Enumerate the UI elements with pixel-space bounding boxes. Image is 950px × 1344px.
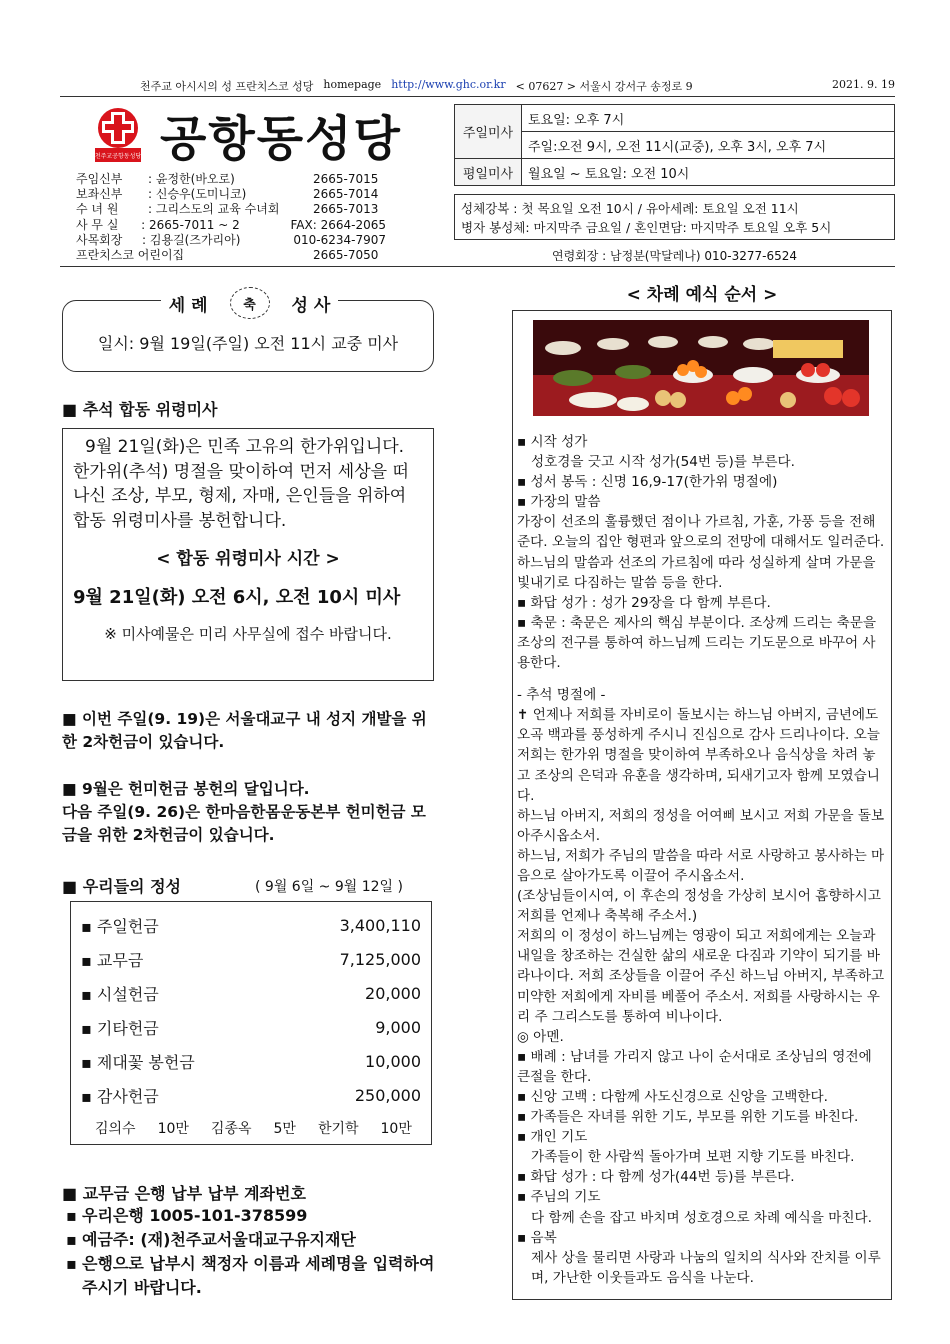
ritual-line: ▪ 화답 성가 : 성가 29장을 다 함께 부른다.: [517, 594, 771, 611]
staff-row: 사 무 실 : 2665-7011 ~ 2 FAX: 2664-2065: [76, 217, 386, 232]
staff-list: [76, 172, 386, 263]
staff-row: 주임신부 : 윤정한(바오로) 2665-7015: [76, 172, 379, 186]
offering-box: [70, 901, 432, 1145]
homepage-label: homepage: [323, 78, 382, 91]
parish-title: 공항동성당: [160, 111, 402, 167]
bank-list: [64, 1204, 436, 1300]
ritual-line: ▪ 신앙 고백 : 다함께 사도신경으로 신앙을 고백한다.: [517, 1089, 828, 1105]
ritual-line: 제사 상을 물리면 사랑과 나눔의 일치의 식사와 잔치를 이루며, 가난한 이웃들과도 음식을 나눈다.: [531, 1249, 881, 1286]
notice-line: ■ 9월은 헌미헌금 봉헌의 달입니다.: [62, 780, 310, 798]
offering-row: ▪ 주일헌금 3,400,110: [81, 915, 421, 936]
sacraments-box: [454, 194, 895, 240]
ritual-line: ▪ 주님의 기도: [517, 1189, 601, 1206]
homepage-link[interactable]: http://www.ghc.or.kr: [391, 78, 506, 91]
memorial-note: ※ 미사예물은 미리 사무실에 접수 바랍니다.: [104, 625, 392, 643]
ritual-line: ▪ 시작 성가: [517, 434, 588, 450]
memorial-box: [62, 428, 434, 681]
ancestral-table-image: [533, 320, 869, 416]
ritual-line: 하느님 아버지, 저희의 정성을 어여삐 보시고 저희 가문을 돌보아주시옵소서.: [517, 807, 885, 844]
ritual-line: ▪ 개인 기도: [517, 1129, 588, 1146]
ritual-heading: < 차례 예식 순서 >: [626, 285, 778, 305]
bank-account: ▪ 우리은행 1005-101-378599: [64, 1204, 436, 1228]
bank-instruction: ▪ 은행으로 납부시 책정자 이름과 세례명을 입력하여 주시기 바랍니다.: [64, 1252, 436, 1300]
ritual-line: ▪ 축문 : 축문은 제사의 핵심 부분이다. 조상께 드리는 축문을 조상의 전구를 통하여 하느님께 드리는 기도문으로 바꾸어 사용한다.: [517, 614, 877, 672]
ritual-line: 저희의 이 정성이 하느님께는 영광이 되고 저희에게는 오늘과 내일을 창조하는 건실한 삶의 새로운 다짐과 기약이 되기를 바라나이다. 저희 조상들을 이끌어 주신 하느님 아버지, 부족하고 미약한 저희에게 자비를 베풀어 주소서. 저희를 사랑하시는 우리 주 그리스도를 통하여 비나이다.: [517, 928, 885, 1025]
offering-row: ▪ 기타헌금 9,000: [81, 1017, 421, 1038]
sunday-mass-label: 주일미사: [455, 105, 522, 159]
baptism-heading-left: 세 례: [168, 295, 208, 316]
notice-line: 다음 주일(9. 26)은 한마음한몸운동본부 헌미헌금 모금을 위한 2차헌금이 있습니다.: [62, 803, 426, 844]
baptism-text: 일시: 9월 19일(주일) 오전 11시 교중 미사: [97, 334, 399, 353]
weekday-mass-label: 평일미사: [455, 159, 522, 186]
address: < 07627 > 서울시 강서구 송정로 9: [515, 80, 693, 93]
saturday-mass: 토요일: 오후 7시: [522, 105, 895, 132]
ritual-line: ▪ 음복: [517, 1229, 557, 1246]
ritual-line: - 추석 명절에 -: [517, 687, 606, 704]
memorial-body: 9월 21일(화)은 민족 고유의 한가위입니다. 한가위(추석) 명절을 맞이하여 먼저 세상을 떠나신 조상, 부모, 형제, 자매, 은인들을 위하여 합동 위령미사를 봉헌합니다.: [73, 437, 409, 531]
weekday-mass: 월요일 ~ 토요일: 오전 10시: [522, 159, 895, 186]
ritual-line: ▪ 가장의 말씀: [517, 494, 601, 511]
ritual-line: ▪ 화답 성가 : 다 함께 성가(44번 등)를 부른다.: [517, 1169, 795, 1186]
ritual-line: 가족들이 한 사람씩 돌아가며 보편 지향 기도를 바친다.: [531, 1149, 855, 1166]
bulletin-date: 2021. 9. 19: [832, 78, 895, 91]
staff-row: 사목회장 : 김용길(즈가리아) 010-6234-7907: [76, 232, 386, 247]
staff-row: 보좌신부 : 신승우(도미니코) 2665-7014: [76, 187, 379, 202]
staff-row: 수 녀 원 : 그리스도의 교육 수녀회 2665-7013: [76, 202, 379, 217]
offering-row: ▪ 제대꽃 봉헌금 10,000: [81, 1051, 421, 1072]
ritual-line: ✝ 언제나 저희를 자비로이 돌보시는 하느님 아버지, 금년에도 오곡 백과를 풍성하게 주시니 진심으로 감사 드리나이다. 오늘 저희는 한가위 명절을 맞이하여 부족하오나 음식상을 차려 놓고 조상의 은덕과 유훈을 생각하며, 되새기고자 함께 모였습니다.: [517, 707, 880, 804]
ritual-line: 가장이 선조의 훌륭했던 점이나 가르침, 가훈, 가풍 등을 전해준다. 오늘의 집안 형편과 앞으로의 전망에 대해서도 일러준다. 하느님의 말씀과 선조의 가르침에 따라 성실하게 살며 가문을 빛내기로 다짐하는 말씀 등을 한다.: [517, 514, 885, 591]
mass-schedule-table: [454, 104, 895, 186]
bank-holder: ▪ 예금주: (재)천주교서울대교구유지재단: [64, 1228, 436, 1252]
offering-period: ( 9월 6일 ~ 9월 12일 ): [255, 879, 403, 895]
wreath-icon: [230, 287, 270, 319]
ritual-line: 다 함께 손을 잡고 바치며 성호경으로 차례 예식을 마친다.: [531, 1209, 872, 1226]
ritual-line: 하느님, 저희가 주님의 말씀을 따라 서로 사랑하고 봉사하는 마음으로 살아가도록 이끌어 주시옵소서.: [517, 847, 885, 884]
memorial-heading: ■ 추석 합동 위령미사: [62, 400, 218, 419]
section-divider: [60, 266, 895, 267]
ritual-line: ◎ 아멘.: [517, 1028, 564, 1045]
offering-heading: ■ 우리들의 정성: [62, 877, 181, 896]
ritual-line: ▪ 성서 봉독 : 신명 16,9-17(한가위 명절에): [517, 474, 778, 491]
offering-row: ▪ 시설헌금 20,000: [81, 983, 421, 1004]
baptism-heading: [62, 287, 437, 319]
ritual-line: ▪ 배례 : 남녀를 가리지 않고 나이 순서대로 조상님의 영전에 큰절을 한다.: [517, 1048, 872, 1085]
memorial-time: 9월 21일(화) 오전 6시, 오전 10시 미사: [73, 586, 401, 608]
ritual-line: 성호경을 긋고 시작 성가(54번 등)를 부른다.: [531, 454, 795, 471]
funeral-contact: 연령회장 : 남정분(막달레나) 010-3277-6524: [551, 249, 797, 263]
sunday-mass: 주일:오전 9시, 오전 11시(교중), 오후 3시, 오후 7시: [522, 132, 895, 159]
memorial-sub-heading: < 합동 위령미사 시간 >: [156, 549, 340, 569]
ritual-line: ▪ 가족들은 자녀를 위한 기도, 부모를 위한 기도를 바친다.: [517, 1109, 859, 1126]
baptism-heading-right: 성 사: [291, 295, 331, 316]
staff-row: 프란치스코 어린이집 2665-7050: [76, 248, 379, 263]
sacraments-line: 병자 봉성체: 마지막주 금요일 / 혼인면담: 마지막주 토요일 오후 5시: [461, 220, 832, 235]
logo-caption: 천주교공항동성당: [95, 153, 141, 160]
ritual-line: [517, 673, 887, 685]
offering-row: ▪ 감사헌금 250,000: [81, 1085, 421, 1106]
ritual-steps: [517, 432, 887, 1288]
header-divider: [60, 96, 895, 97]
donor-list: 김의수 10만 김종옥 5만 한기학 10만: [95, 1121, 412, 1137]
wreath-label: 축: [243, 297, 256, 313]
ritual-line: (조상님들이시여, 이 후손의 정성을 가상히 보시어 흠향하시고 저희를 언제나 축복해 주소서.): [517, 888, 881, 925]
notice-second-collection: ■ 이번 주일(9. 19)은 서울대교구 내 성지 개발을 위한 2차헌금이 있습니다.: [62, 710, 427, 751]
notice-rice-offering: [62, 778, 434, 847]
bank-heading: ■ 교무금 은행 납부 납부 계좌번호: [62, 1184, 306, 1203]
sacraments-line: 성체강복 : 첫 목요일 오전 10시 / 유아세례: 토요일 오전 11시: [461, 201, 799, 216]
parish-full-name: 천주교 아시시의 성 프란치스코 성당: [140, 80, 314, 93]
header-line: [140, 78, 895, 94]
offering-row: ▪ 교무금 7,125,000: [81, 949, 421, 970]
parish-logo-icon: [95, 106, 141, 162]
